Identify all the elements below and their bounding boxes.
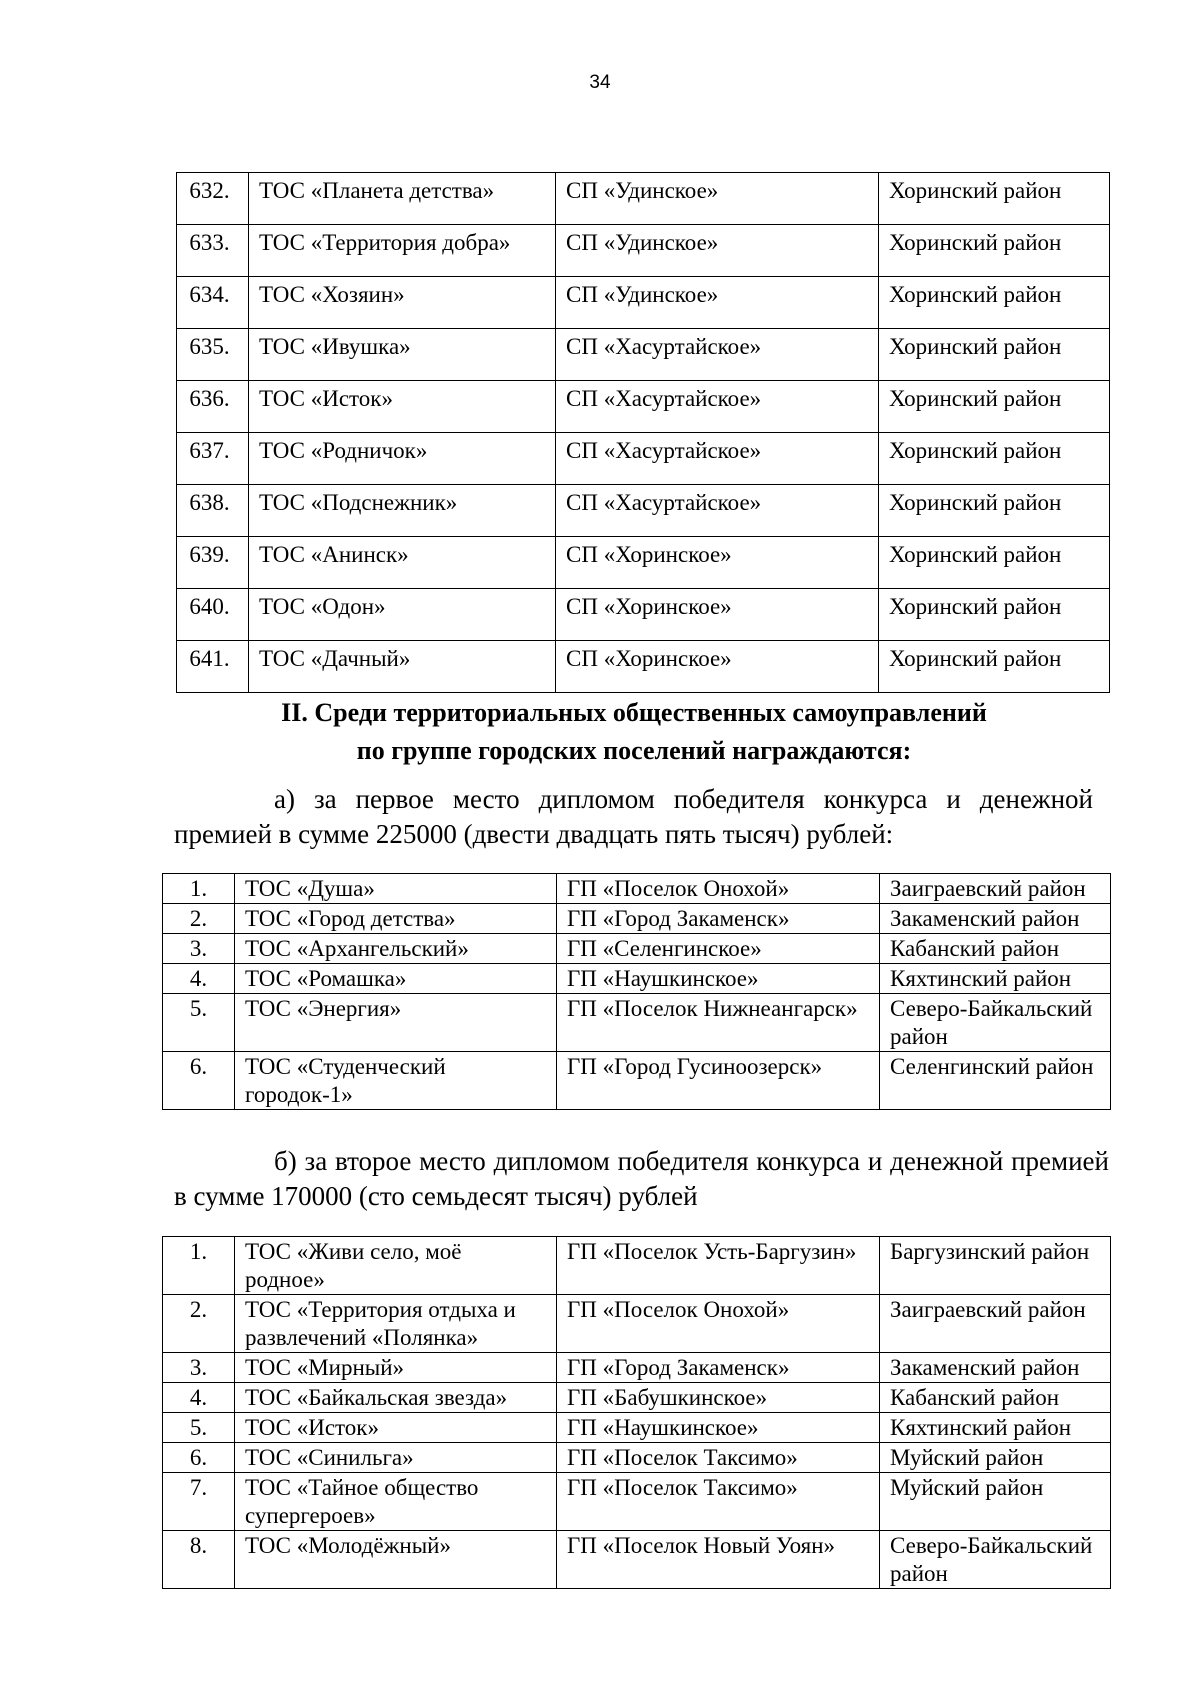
tos-name: ТОС «Подснежник»: [249, 485, 556, 537]
row-number: 8.: [163, 1531, 235, 1589]
row-number: 2.: [163, 904, 235, 934]
table-row: [163, 1383, 1111, 1413]
row-number: 5.: [163, 1413, 235, 1443]
paragraph-a: [174, 782, 1093, 852]
district-name: Кяхтинский район: [880, 964, 1111, 994]
district-name: Северо-Байкальский район: [880, 994, 1111, 1052]
table-row: [163, 1052, 1111, 1110]
tos-name: ТОС «Живи село, моё родное»: [235, 1237, 557, 1295]
tos-name: ТОС «Ромашка»: [235, 964, 557, 994]
settlement-name: ГП «Поселок Онохой»: [557, 1295, 880, 1353]
district-name: Хоринский район: [879, 225, 1110, 277]
settlement-name: ГП «Селенгинское»: [557, 934, 880, 964]
settlement-name: СП «Хасуртайское»: [556, 485, 879, 537]
settlement-name: ГП «Город Гусиноозерск»: [557, 1052, 880, 1110]
table-body: [163, 874, 1111, 1110]
row-number: 638.: [177, 485, 249, 537]
tos-name: ТОС «Хозяин»: [249, 277, 556, 329]
tos-name: ТОС «Дачный»: [249, 641, 556, 693]
table-a: [162, 873, 1111, 1110]
tos-name: ТОС «Город детства»: [235, 904, 557, 934]
tos-name: ТОС «Душа»: [235, 874, 557, 904]
district-name: Заиграевский район: [880, 1295, 1111, 1353]
table-row: [163, 964, 1111, 994]
tos-name: ТОС «Одон»: [249, 589, 556, 641]
row-number: 634.: [177, 277, 249, 329]
district-name: Заиграевский район: [880, 874, 1111, 904]
table-row: [163, 1295, 1111, 1353]
row-number: 6.: [163, 1443, 235, 1473]
district-name: Хоринский район: [879, 173, 1110, 225]
row-number: 3.: [163, 1353, 235, 1383]
tos-name: ТОС «Молодёжный»: [235, 1531, 557, 1589]
district-name: Хоринский район: [879, 329, 1110, 381]
row-number: 4.: [163, 964, 235, 994]
settlement-name: СП «Хасуртайское»: [556, 381, 879, 433]
table-body: [177, 173, 1110, 693]
settlement-name: СП «Удинское»: [556, 277, 879, 329]
settlement-name: ГП «Поселок Таксимо»: [557, 1473, 880, 1531]
row-number: 641.: [177, 641, 249, 693]
table-row: [163, 1353, 1111, 1383]
table-row: [163, 874, 1111, 904]
settlement-name: СП «Хасуртайское»: [556, 329, 879, 381]
row-number: 1.: [163, 1237, 235, 1295]
district-name: Хоринский район: [879, 641, 1110, 693]
section-heading: [160, 694, 1108, 770]
tos-name: ТОС «Территория добра»: [249, 225, 556, 277]
tos-name: ТОС «Архангельский»: [235, 934, 557, 964]
district-name: Кяхтинский район: [880, 1413, 1111, 1443]
table-body: [163, 1237, 1111, 1589]
district-name: Кабанский район: [880, 1383, 1111, 1413]
paragraph-a-text: а) за первое место дипломом победителя конкурса и денежной премией в сумме 225000 (двести двадцать пять тысяч) рублей:: [174, 784, 1093, 849]
tos-name: ТОС «Энергия»: [235, 994, 557, 1052]
settlement-name: ГП «Город Закаменск»: [557, 904, 880, 934]
district-name: Хоринский район: [879, 433, 1110, 485]
table-row: [177, 329, 1110, 381]
settlement-name: СП «Хоринское»: [556, 537, 879, 589]
tos-name: ТОС «Байкальская звезда»: [235, 1383, 557, 1413]
row-number: 632.: [177, 173, 249, 225]
district-name: Хоринский район: [879, 589, 1110, 641]
district-name: Муйский район: [880, 1473, 1111, 1531]
tos-name: ТОС «Исток»: [249, 381, 556, 433]
settlement-name: ГП «Наушкинское»: [557, 964, 880, 994]
settlement-name: ГП «Поселок Таксимо»: [557, 1443, 880, 1473]
table-row: [163, 994, 1111, 1052]
row-number: 7.: [163, 1473, 235, 1531]
tos-name: ТОС «Родничок»: [249, 433, 556, 485]
row-number: 639.: [177, 537, 249, 589]
paragraph-b-text: б) за второе место дипломом победителя конкурса и денежной премией в сумме 170000 (сто семьдесят тысяч) рублей: [174, 1146, 1109, 1211]
settlement-name: ГП «Поселок Новый Уоян»: [557, 1531, 880, 1589]
district-name: Хоринский район: [879, 537, 1110, 589]
tos-name: ТОС «Исток»: [235, 1413, 557, 1443]
section-heading-line2: по группе городских поселений награждаются:: [356, 736, 912, 765]
district-name: Северо-Байкальский район: [880, 1531, 1111, 1589]
row-number: 640.: [177, 589, 249, 641]
tos-name: ТОС «Тайное общество супергероев»: [235, 1473, 557, 1531]
settlement-name: ГП «Поселок Усть-Баргузин»: [557, 1237, 880, 1295]
row-number: 636.: [177, 381, 249, 433]
table-row: [177, 433, 1110, 485]
district-name: Муйский район: [880, 1443, 1111, 1473]
tos-name: ТОС «Мирный»: [235, 1353, 557, 1383]
district-name: Кабанский район: [880, 934, 1111, 964]
table-row: [177, 641, 1110, 693]
row-number: 635.: [177, 329, 249, 381]
district-name: Хоринский район: [879, 485, 1110, 537]
district-name: Баргузинский район: [880, 1237, 1111, 1295]
table-row: [177, 589, 1110, 641]
district-name: Хоринский район: [879, 381, 1110, 433]
tos-name: ТОС «Студенческий городок-1»: [235, 1052, 557, 1110]
settlement-name: СП «Удинское»: [556, 225, 879, 277]
settlement-name: СП «Хоринское»: [556, 589, 879, 641]
row-number: 6.: [163, 1052, 235, 1110]
paragraph-b: [174, 1144, 1109, 1214]
row-number: 633.: [177, 225, 249, 277]
table-row: [177, 537, 1110, 589]
row-number: 637.: [177, 433, 249, 485]
settlement-name: ГП «Поселок Нижнеангарск»: [557, 994, 880, 1052]
table-row: [177, 277, 1110, 329]
settlement-name: ГП «Город Закаменск»: [557, 1353, 880, 1383]
tos-name: ТОС «Ивушка»: [249, 329, 556, 381]
row-number: 4.: [163, 1383, 235, 1413]
district-name: Закаменский район: [880, 1353, 1111, 1383]
table-row: [177, 225, 1110, 277]
row-number: 2.: [163, 1295, 235, 1353]
tos-name: ТОС «Планета детства»: [249, 173, 556, 225]
table-b: [162, 1236, 1111, 1589]
table-row: [163, 904, 1111, 934]
settlement-name: СП «Хоринское»: [556, 641, 879, 693]
table-row: [177, 381, 1110, 433]
row-number: 5.: [163, 994, 235, 1052]
page-number: 34: [589, 72, 611, 93]
settlement-name: СП «Удинское»: [556, 173, 879, 225]
settlement-name: ГП «Наушкинское»: [557, 1413, 880, 1443]
row-number: 1.: [163, 874, 235, 904]
table-top: [176, 172, 1110, 693]
tos-name: ТОС «Синильга»: [235, 1443, 557, 1473]
district-name: Хоринский район: [879, 277, 1110, 329]
table-row: [163, 1237, 1111, 1295]
tos-name: ТОС «Территория отдыха и развлечений «Полянка»: [235, 1295, 557, 1353]
settlement-name: ГП «Поселок Онохой»: [557, 874, 880, 904]
table-row: [163, 1531, 1111, 1589]
table-row: [163, 1473, 1111, 1531]
row-number: 3.: [163, 934, 235, 964]
section-heading-line1: II. Среди территориальных общественных самоуправлений: [281, 698, 987, 727]
district-name: Селенгинский район: [880, 1052, 1111, 1110]
district-name: Закаменский район: [880, 904, 1111, 934]
table-row: [177, 173, 1110, 225]
settlement-name: СП «Хасуртайское»: [556, 433, 879, 485]
table-row: [163, 1443, 1111, 1473]
table-row: [177, 485, 1110, 537]
table-row: [163, 934, 1111, 964]
tos-name: ТОС «Анинск»: [249, 537, 556, 589]
table-row: [163, 1413, 1111, 1443]
settlement-name: ГП «Бабушкинское»: [557, 1383, 880, 1413]
